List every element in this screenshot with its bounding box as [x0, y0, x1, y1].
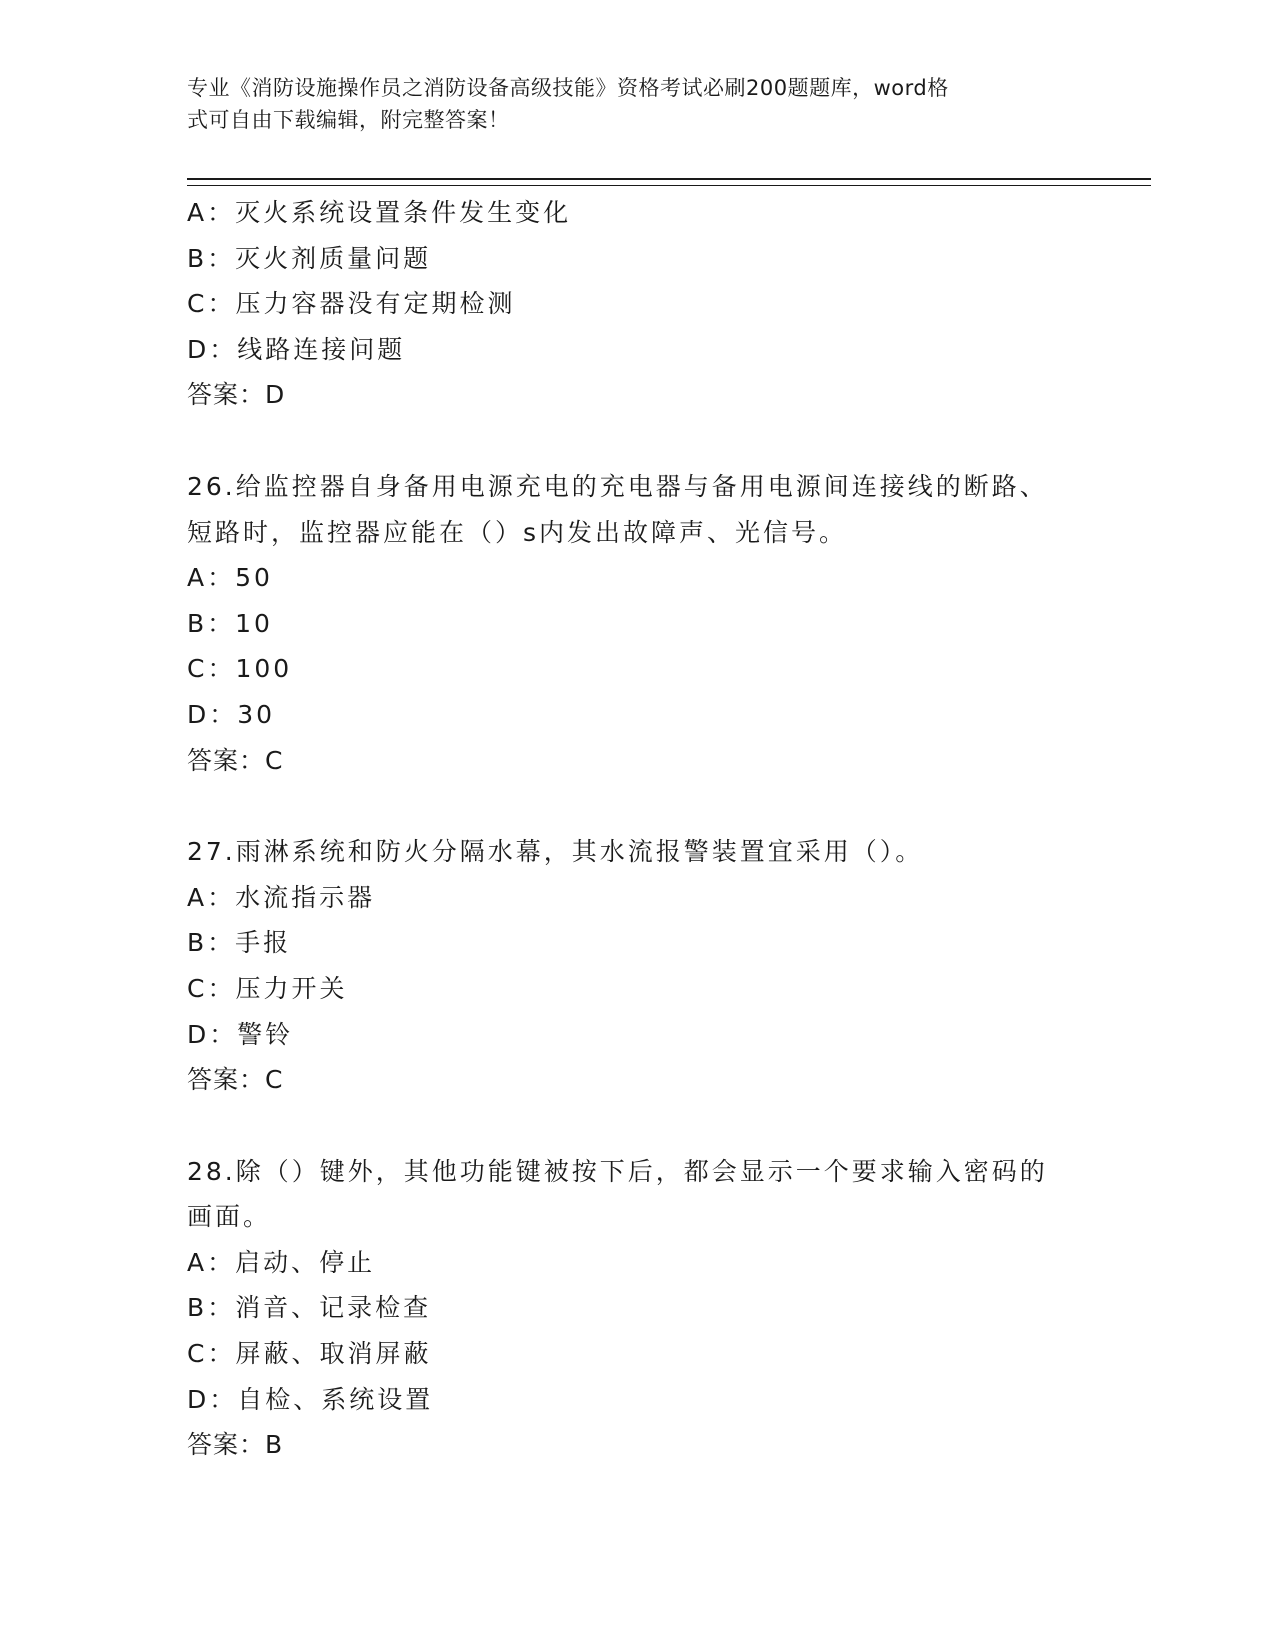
option-a: A：灭火系统设置条件发生变化	[187, 198, 572, 227]
question-list	[187, 190, 1087, 1468]
option-d: D：警铃	[187, 1019, 294, 1049]
option-b: B：手报	[187, 928, 292, 958]
answer: 答案：C	[187, 1065, 284, 1095]
question-27	[187, 829, 1087, 1103]
answer: 答案：B	[187, 1430, 284, 1460]
question-26	[187, 464, 1087, 783]
option-b: B：10	[187, 608, 273, 638]
option-a: A：启动、停止	[187, 1247, 376, 1277]
header-line-1: 专业《消防设施操作员之消防设备高级技能》资格考试必刷200题题库，word格	[187, 76, 949, 100]
option-d: D：30	[187, 699, 276, 729]
question-25	[187, 190, 1087, 418]
answer: 答案：C	[187, 745, 284, 775]
option-a: A：50	[187, 563, 273, 593]
option-b: B：消音、记录检查	[187, 1293, 432, 1323]
question-stem-continued: 短路时，监控器应能在（）s内发出故障声、光信号。	[187, 517, 848, 547]
option-d: D：线路连接问题	[187, 334, 406, 364]
question-stem: 28.除（）键外，其他功能键被按下后，都会显示一个要求输入密码的	[187, 1156, 1048, 1186]
option-c: C：100	[187, 654, 293, 684]
header-line-2: 式可自由下载编辑，附完整答案！	[187, 108, 510, 132]
question-stem: 26.给监控器自身备用电源充电的充电器与备用电源间连接线的断路、	[187, 471, 1048, 501]
question-28	[187, 1149, 1087, 1468]
question-stem-continued: 画面。	[187, 1202, 272, 1232]
option-c: C：屏蔽、取消屏蔽	[187, 1339, 432, 1369]
option-d: D：自检、系统设置	[187, 1384, 434, 1414]
header-divider	[187, 178, 1151, 186]
question-stem: 27.雨淋系统和防火分隔水幕，其水流报警装置宜采用（）。	[187, 837, 924, 867]
answer: 答案：D	[187, 380, 286, 410]
document-header	[187, 72, 1067, 136]
option-b: B：灭火剂质量问题	[187, 243, 432, 273]
option-c: C：压力容器没有定期检测	[187, 289, 516, 319]
option-c: C：压力开关	[187, 973, 348, 1003]
option-a: A：水流指示器	[187, 882, 376, 912]
